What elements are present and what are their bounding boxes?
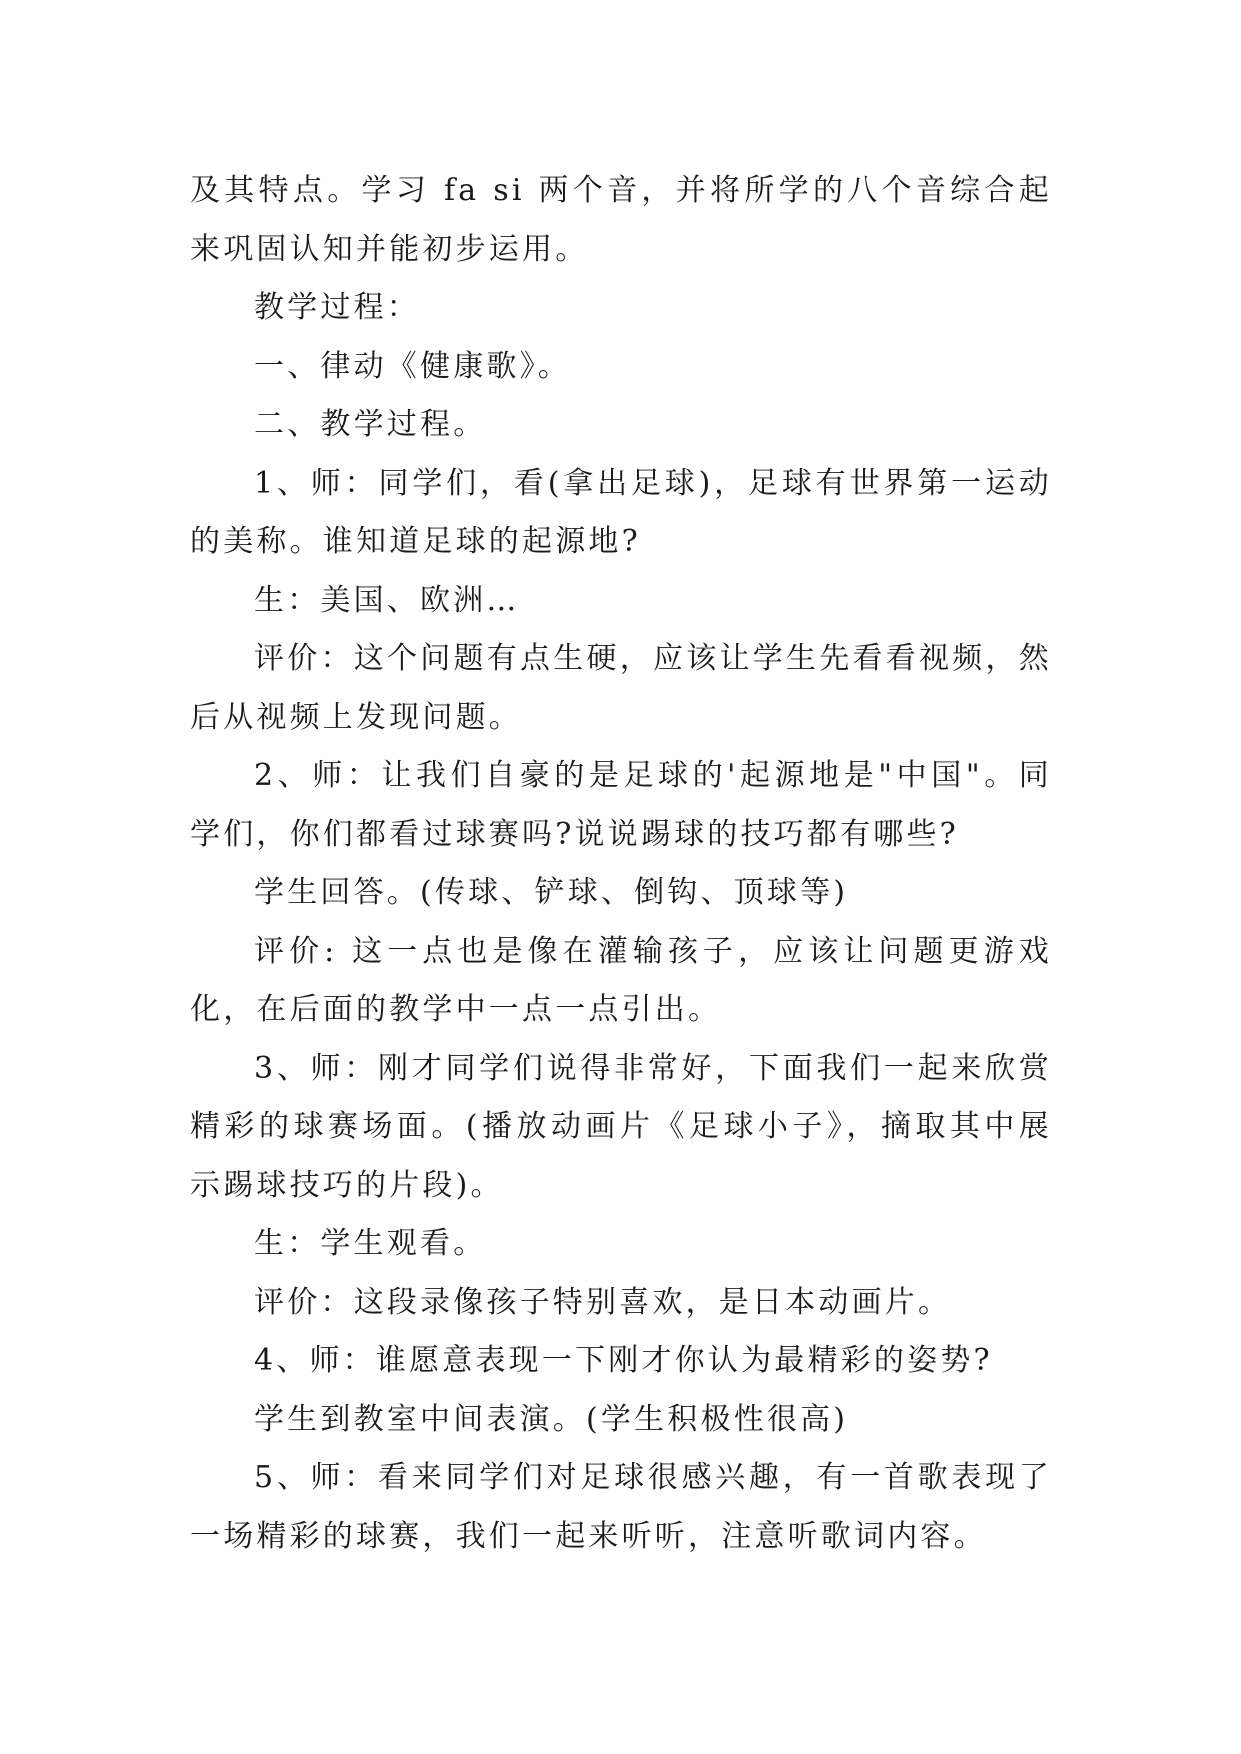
paragraph-intro: 及其特点。学习 fa si 两个音，并将所学的八个音综合起来巩固认知并能初步运用。 — [190, 173, 1052, 267]
paragraph-teacher-4: 4、师：谁愿意表现一下刚才你认为最精彩的姿势? — [254, 1343, 993, 1378]
paragraph-student-1: 生：美国、欧洲… — [254, 582, 520, 618]
paragraph-process-heading: 教学过程： — [254, 290, 420, 325]
paragraph-student-4: 学生到教室中间表演。(学生积极性很高) — [254, 1401, 849, 1437]
paragraph-teacher-1: 1、师：同学们，看(拿出足球)，足球有世界第一运动的美称。谁知道足球的起源地? — [190, 465, 1052, 559]
paragraph-step-one: 一、律动《健康歌》。 — [254, 348, 571, 384]
paragraph-comment-1: 评价：这个问题有点生硬，应该让学生先看看视频，然后从视频上发现问题。 — [190, 641, 1052, 735]
paragraph-student-3: 生：学生观看。 — [254, 1226, 487, 1261]
paragraph-comment-3: 评价：这段录像孩子特别喜欢，是日本动画片。 — [254, 1284, 952, 1320]
paragraph-step-two: 二、教学过程。 — [254, 407, 487, 442]
paragraph-teacher-3: 3、师：刚才同学们说得非常好，下面我们一起来欣赏精彩的球赛场面。(播放动画片《足球小子》，摘取其中展示踢球技巧的片段)。 — [190, 1050, 1052, 1203]
paragraph-teacher-5: 5、师：看来同学们对足球很感兴趣，有一首歌表现了一场精彩的球赛，我们一起来听听，注意听歌词内容。 — [190, 1460, 1052, 1554]
paragraph-student-2: 学生回答。(传球、铲球、倒钩、顶球等) — [254, 875, 849, 910]
document-page — [190, 162, 1052, 1566]
paragraph-teacher-2: 2、师：让我们自豪的是足球的'起源地是"中国"。同学们，你们都看过球赛吗?说说踢球的技巧都有哪些? — [190, 758, 1052, 852]
paragraph-comment-2: 评价: 这一点也是像在灌输孩子，应该让问题更游戏化，在后面的教学中一点一点引出。 — [190, 933, 1052, 1027]
